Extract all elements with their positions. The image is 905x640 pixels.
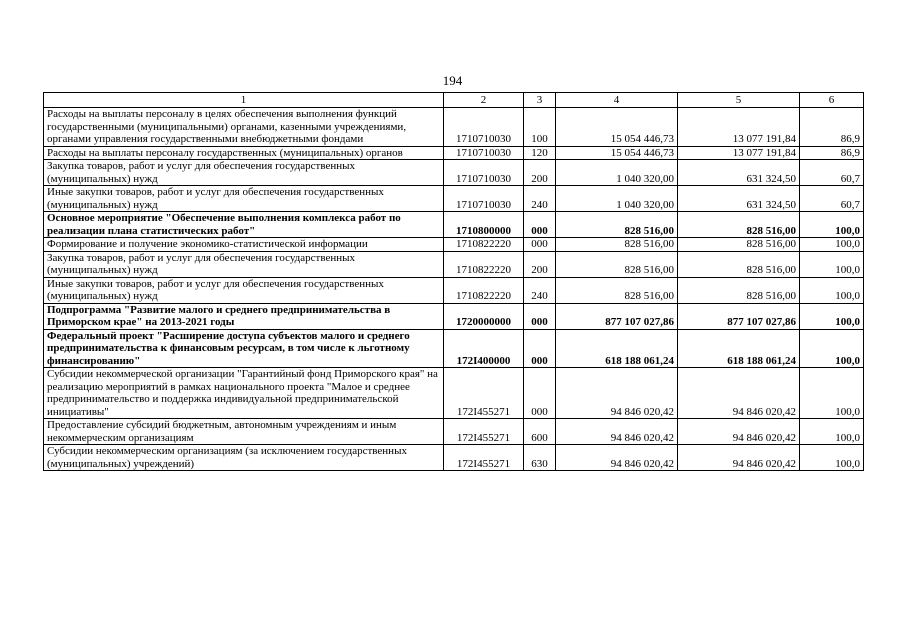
table-row xyxy=(44,160,864,186)
planned-amount: 94 846 020,42 xyxy=(556,445,678,471)
expense-type: 000 xyxy=(524,368,556,419)
execution-percent: 100,0 xyxy=(800,329,864,368)
planned-amount: 15 054 446,73 xyxy=(556,108,678,147)
table-row xyxy=(44,108,864,147)
expense-type: 000 xyxy=(524,238,556,252)
target-code: 172I455271 xyxy=(444,368,524,419)
item-name: Закупка товаров, работ и услуг для обеспечения государственных (муниципальных) нужд xyxy=(44,251,444,277)
expense-type: 000 xyxy=(524,212,556,238)
target-code: 1710800000 xyxy=(444,212,524,238)
expense-type: 600 xyxy=(524,419,556,445)
target-code: 1710822220 xyxy=(444,277,524,303)
item-name: Подпрограмма "Развитие малого и среднего предпринимательства в Приморском крае" на 2013-2021 годы xyxy=(44,303,444,329)
expense-type: 630 xyxy=(524,445,556,471)
actual-amount: 877 107 027,86 xyxy=(678,303,800,329)
item-name: Иные закупки товаров, работ и услуг для обеспечения государственных (муниципальных) нужд xyxy=(44,277,444,303)
column-header: 6 xyxy=(800,93,864,108)
actual-amount: 13 077 191,84 xyxy=(678,146,800,160)
planned-amount: 828 516,00 xyxy=(556,277,678,303)
target-code: 1710822220 xyxy=(444,238,524,252)
item-name: Основное мероприятие "Обеспечение выполнения комплекса работ по реализации плана статистических работ" xyxy=(44,212,444,238)
item-name: Субсидии некоммерческой организации "Гарантийный фонд Приморского края" на реализацию мероприятий в рамках национального проекта "Малое и среднее предпринимательство и поддержка индивидуальной предпринимательской инициативы" xyxy=(44,368,444,419)
execution-percent: 100,0 xyxy=(800,419,864,445)
column-header: 3 xyxy=(524,93,556,108)
column-header: 5 xyxy=(678,93,800,108)
table-row xyxy=(44,303,864,329)
actual-amount: 631 324,50 xyxy=(678,186,800,212)
item-name: Иные закупки товаров, работ и услуг для обеспечения государственных (муниципальных) нужд xyxy=(44,186,444,212)
table-row xyxy=(44,186,864,212)
execution-percent: 86,9 xyxy=(800,146,864,160)
item-name: Субсидии некоммерческим организациям (за исключением государственных (муниципальных) учреждений) xyxy=(44,445,444,471)
table-row xyxy=(44,368,864,419)
column-header: 1 xyxy=(44,93,444,108)
actual-amount: 828 516,00 xyxy=(678,238,800,252)
execution-percent: 100,0 xyxy=(800,238,864,252)
expense-type: 240 xyxy=(524,186,556,212)
expense-type: 200 xyxy=(524,251,556,277)
expense-type: 000 xyxy=(524,329,556,368)
planned-amount: 1 040 320,00 xyxy=(556,160,678,186)
execution-percent: 60,7 xyxy=(800,160,864,186)
item-name: Формирование и получение экономико-статистической информации xyxy=(44,238,444,252)
actual-amount: 828 516,00 xyxy=(678,251,800,277)
page-number: 194 xyxy=(442,73,463,88)
target-code: 172I400000 xyxy=(444,329,524,368)
execution-percent: 100,0 xyxy=(800,251,864,277)
target-code: 1710710030 xyxy=(444,186,524,212)
actual-amount: 631 324,50 xyxy=(678,160,800,186)
actual-amount: 94 846 020,42 xyxy=(678,419,800,445)
execution-percent: 100,0 xyxy=(800,368,864,419)
target-code: 1710710030 xyxy=(444,146,524,160)
execution-percent: 100,0 xyxy=(800,303,864,329)
table-body xyxy=(44,108,864,471)
column-header: 2 xyxy=(444,93,524,108)
planned-amount: 94 846 020,42 xyxy=(556,368,678,419)
target-code: 172I455271 xyxy=(444,419,524,445)
planned-amount: 15 054 446,73 xyxy=(556,146,678,160)
expense-type: 120 xyxy=(524,146,556,160)
planned-amount: 618 188 061,24 xyxy=(556,329,678,368)
actual-amount: 13 077 191,84 xyxy=(678,108,800,147)
table-row xyxy=(44,445,864,471)
execution-percent: 60,7 xyxy=(800,186,864,212)
header-row xyxy=(44,93,864,108)
planned-amount: 828 516,00 xyxy=(556,212,678,238)
item-name: Закупка товаров, работ и услуг для обеспечения государственных (муниципальных) нужд xyxy=(44,160,444,186)
budget-table xyxy=(43,92,864,471)
actual-amount: 618 188 061,24 xyxy=(678,329,800,368)
expense-type: 100 xyxy=(524,108,556,147)
actual-amount: 94 846 020,42 xyxy=(678,368,800,419)
actual-amount: 828 516,00 xyxy=(678,212,800,238)
target-code: 1710710030 xyxy=(444,160,524,186)
actual-amount: 94 846 020,42 xyxy=(678,445,800,471)
item-name: Предоставление субсидий бюджетным, автономным учреждениям и иным некоммерческим организациям xyxy=(44,419,444,445)
expense-type: 240 xyxy=(524,277,556,303)
table-row xyxy=(44,419,864,445)
planned-amount: 828 516,00 xyxy=(556,238,678,252)
table-row xyxy=(44,212,864,238)
table-row xyxy=(44,277,864,303)
execution-percent: 100,0 xyxy=(800,212,864,238)
planned-amount: 828 516,00 xyxy=(556,251,678,277)
target-code: 1720000000 xyxy=(444,303,524,329)
item-name: Расходы на выплаты персоналу государственных (муниципальных) органов xyxy=(44,146,444,160)
table-row xyxy=(44,146,864,160)
table-row xyxy=(44,238,864,252)
expense-type: 000 xyxy=(524,303,556,329)
table-row xyxy=(44,251,864,277)
expense-type: 200 xyxy=(524,160,556,186)
table-row xyxy=(44,329,864,368)
planned-amount: 877 107 027,86 xyxy=(556,303,678,329)
execution-percent: 86,9 xyxy=(800,108,864,147)
planned-amount: 94 846 020,42 xyxy=(556,419,678,445)
execution-percent: 100,0 xyxy=(800,445,864,471)
item-name: Расходы на выплаты персоналу в целях обеспечения выполнения функций государственными (муниципальными) органами, казенными учреждениями, органами управления государственными внебюджетными фондами xyxy=(44,108,444,147)
target-code: 1710822220 xyxy=(444,251,524,277)
column-header: 4 xyxy=(556,93,678,108)
planned-amount: 1 040 320,00 xyxy=(556,186,678,212)
execution-percent: 100,0 xyxy=(800,277,864,303)
actual-amount: 828 516,00 xyxy=(678,277,800,303)
target-code: 1710710030 xyxy=(444,108,524,147)
target-code: 172I455271 xyxy=(444,445,524,471)
item-name: Федеральный проект "Расширение доступа субъектов малого и среднего предпринимательства к финансовым ресурсам, в том числе к льготному финансированию" xyxy=(44,329,444,368)
